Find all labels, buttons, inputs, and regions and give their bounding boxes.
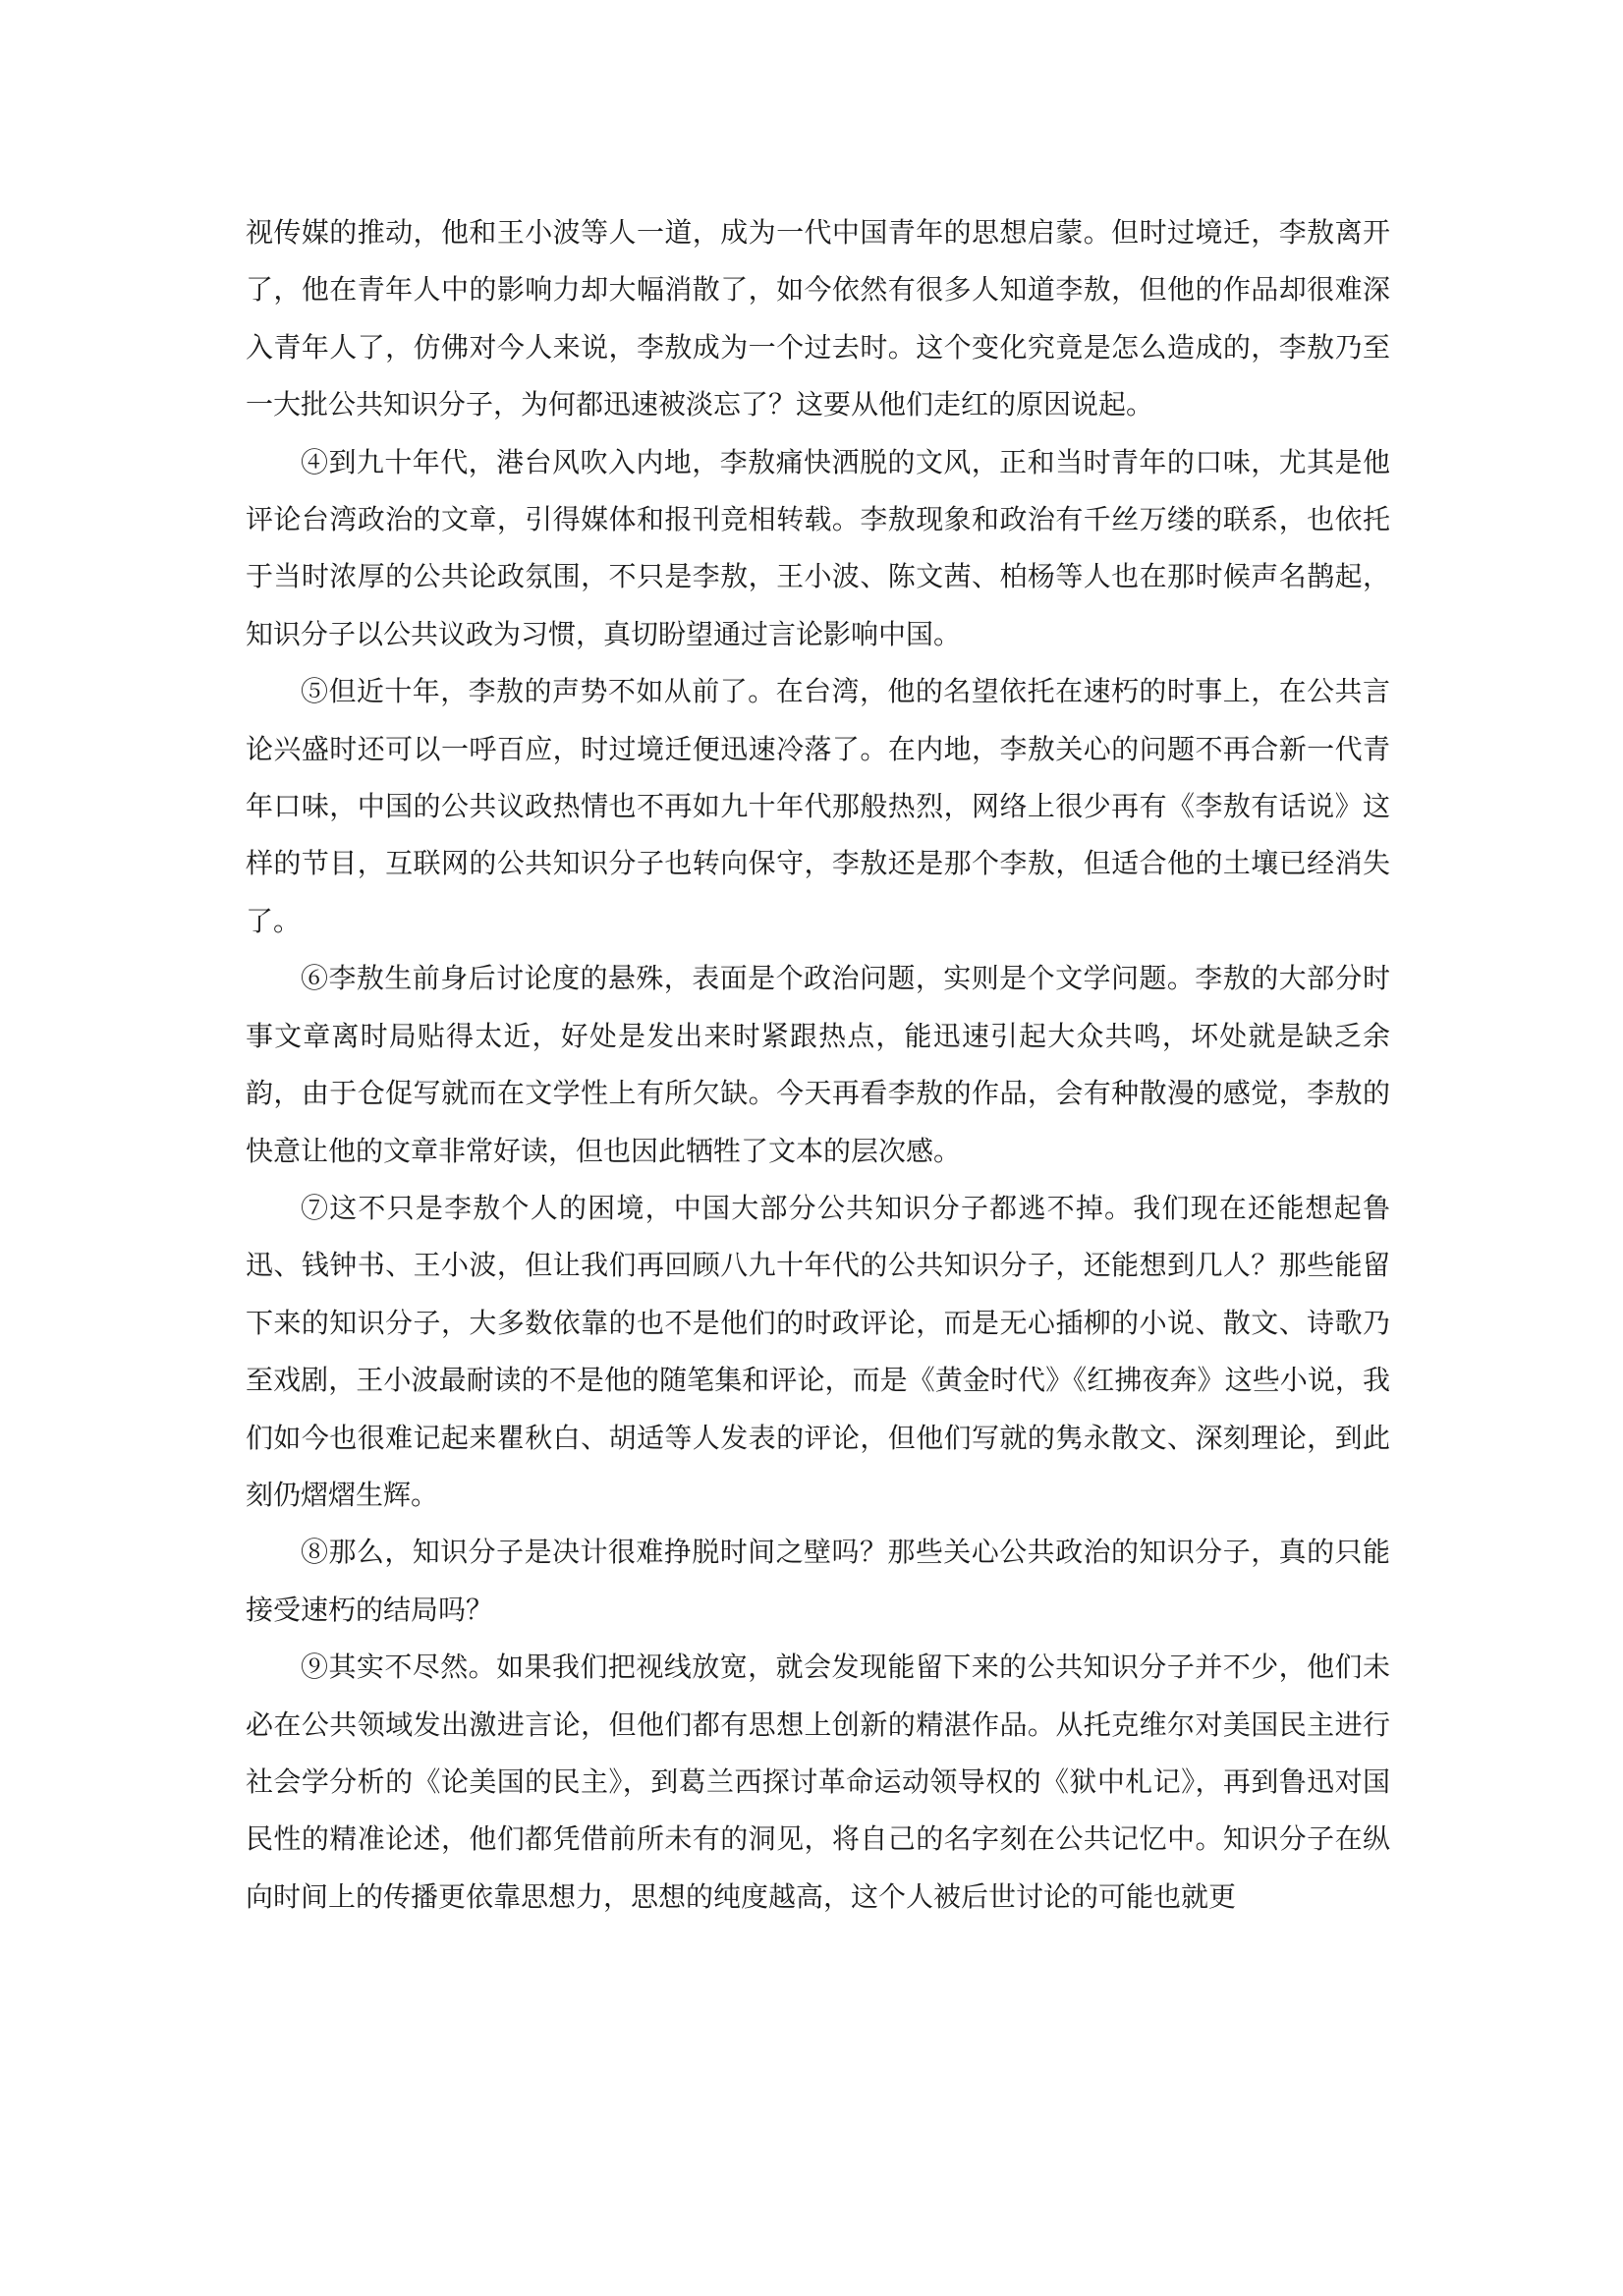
- paragraph-7: ⑦这不只是李敖个人的困境，中国大部分公共知识分子都逃不掉。我们现在还能想起鲁迅、钱钟书、王小波，但让我们再回顾八九十年代的公共知识分子，还能想到几人？那些能留下来的知识分子，大多数依靠的也不是他们的时政评论，而是无心插柳的小说、散文、诗歌乃至戏剧，王小波最耐读的不是他的随笔集和评论，而是《黄金时代》《红拂夜奔》这些小说，我们如今也很难记起来瞿秋白、胡适等人发表的评论，但他们写就的隽永散文、深刻理论，到此刻仍熠熠生辉。: [246, 1191, 1390, 1511]
- article-body: [246, 204, 1390, 1926]
- paragraph-8: ⑧那么，知识分子是决计很难挣脱时间之壁吗？那些关心公共政治的知识分子，真的只能接受速朽的结局吗？: [246, 1536, 1390, 1626]
- paragraph-9: ⑨其实不尽然。如果我们把视线放宽，就会发现能留下来的公共知识分子并不少，他们未必在公共领域发出激进言论，但他们都有思想上创新的精湛作品。从托克维尔对美国民主进行社会学分析的《论美国的民主》，到葛兰西探讨革命运动领导权的《狱中札记》，再到鲁迅对国民性的精准论述，他们都凭借前所未有的洞见，将自己的名字刻在公共记忆中。知识分子在纵向时间上的传播更依靠思想力，思想的纯度越高，这个人被后世讨论的可能也就更: [246, 1651, 1390, 1913]
- paragraph-6: ⑥李敖生前身后讨论度的悬殊，表面是个政治问题，实则是个文学问题。李敖的大部分时事文章离时局贴得太近，好处是发出来时紧跟热点，能迅速引起大众共鸣，坏处就是缺乏余韵，由于仓促写就而在文学性上有所欠缺。今天再看李敖的作品，会有种散漫的感觉，李敖的快意让他的文章非常好读，但也因此牺牲了文本的层次感。: [246, 962, 1390, 1167]
- paragraph-3-continued: 视传媒的推动，他和王小波等人一道，成为一代中国青年的思想启蒙。但时过境迁，李敖离开了，他在青年人中的影响力却大幅消散了，如今依然有很多人知道李敖，但他的作品却很难深入青年人了，仿佛对今人来说，李敖成为一个过去时。这个变化究竟是怎么造成的，李敖乃至一大批公共知识分子，为何都迅速被淡忘了？这要从他们走红的原因说起。: [246, 216, 1390, 421]
- paragraph-4: ④到九十年代，港台风吹入内地，李敖痛快洒脱的文风，正和当时青年的口味，尤其是他评论台湾政治的文章，引得媒体和报刊竞相转载。李敖现象和政治有千丝万缕的联系，也依托于当时浓厚的公共论政氛围，不只是李敖，王小波、陈文茜、柏杨等人也在那时候声名鹊起，知识分子以公共议政为习惯，真切盼望通过言论影响中国。: [246, 445, 1390, 650]
- paragraph-5: ⑤但近十年，李敖的声势不如从前了。在台湾，他的名望依托在速朽的时事上，在公共言论兴盛时还可以一呼百应，时过境迁便迅速冷落了。在内地，李敖关心的问题不再合新一代青年口味，中国的公共议政热情也不再如九十年代那般热烈，网络上很少再有《李敖有话说》这样的节目，互联网的公共知识分子也转向保守，李敖还是那个李敖，但适合他的土壤已经消失了。: [246, 675, 1390, 937]
